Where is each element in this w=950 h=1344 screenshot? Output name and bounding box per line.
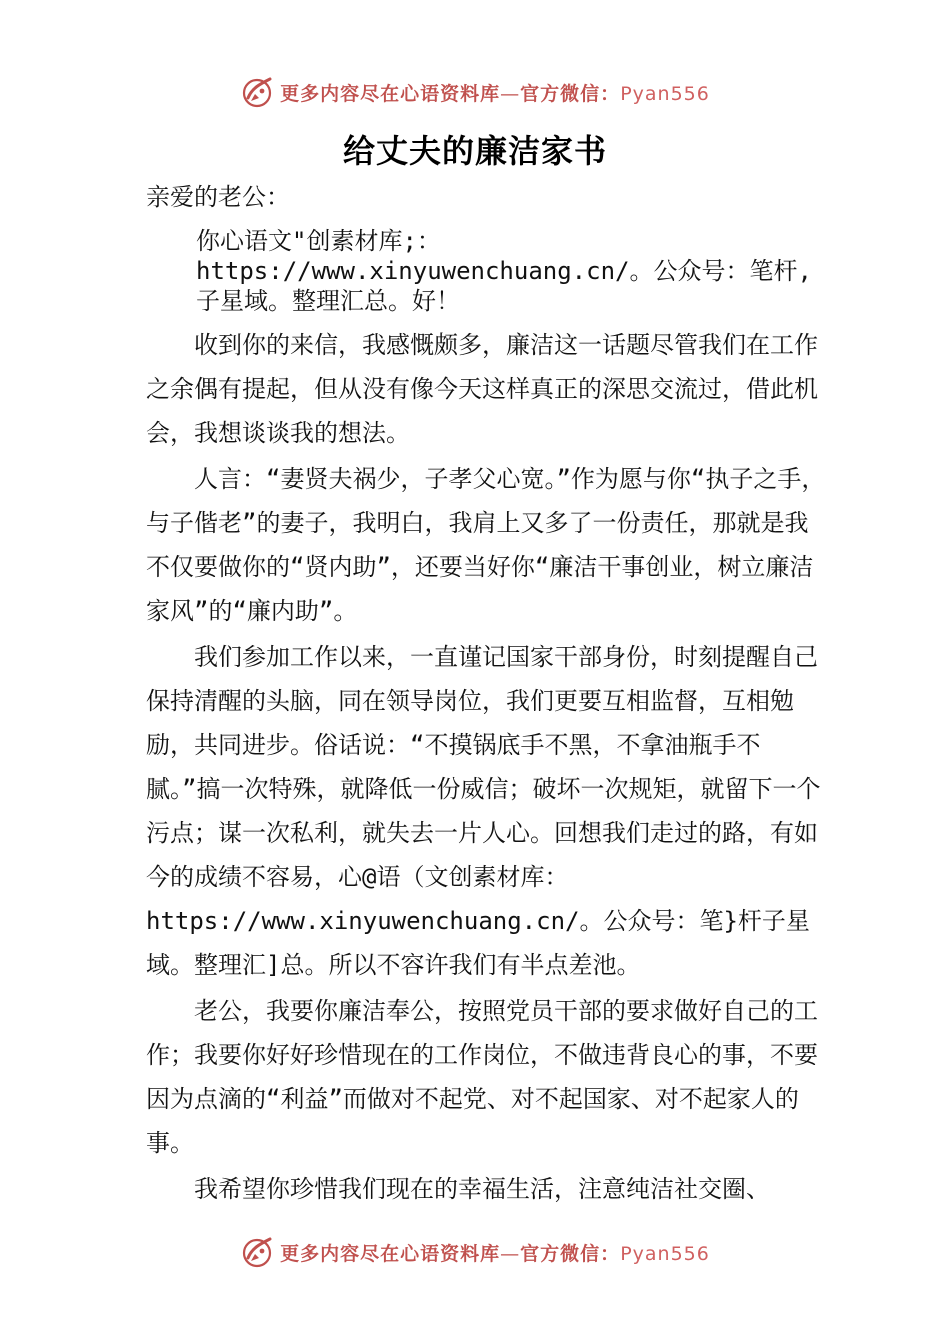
paragraph: 老公，我要你廉洁奉公，按照党员干部的要求做好自己的工作；我要你好好珍惜现在的工作岗位，不做违背良心的事，不要因为点滴的“利益”而做对不起党、对不起国家、对不起家人的事。 [146,997,818,1157]
pen-seal-icon [240,74,276,110]
paragraph: 我们参加工作以来，一直谨记国家干部身份，时刻提醒自己保持清醒的头脑，同在领导岗位，我们更要互相监督，互相勉励，共同进步。俗话说：“不摸锅底手不黑，不拿油瓶手不腻。”搞一次特殊，就降低一份威信；破坏一次规矩，就留下一个污点；谋一次私利，就失去一片人心。回想我们走过的路，有如今的成绩不容易，心@语（文创素材库：https://www.xinyuwenchuang.cn/。公众号：笔}杆子星域。整理汇]总。所以不容许我们有半点差池。 [146,643,821,979]
wechat-id: Pyan556 [620,1242,710,1265]
pen-seal-icon [240,1234,276,1270]
paragraph: 我希望你珍惜我们现在的幸福生活，注意纯洁社交圈、 [194,1175,770,1203]
wechat-id: Pyan556 [620,82,710,105]
banner-text: 更多内容尽在心语资料库—官方微信：Pyan556 [280,82,710,105]
footer-banner [0,1232,950,1272]
banner-text: 更多内容尽在心语资料库—官方微信：Pyan556 [280,1242,710,1265]
header-banner [0,72,950,112]
letter-body [146,323,826,1211]
salutation: 亲爱的老公： [146,183,290,211]
page-title: 给丈夫的廉洁家书 [342,132,607,170]
paragraph: 人言：“妻贤夫祸少，子孝父心宽。”作为愿与你“执子之手，与子偕老”的妻子，我明白，我肩上又多了一份责任，那就是我不仅要做你的“贤内助”，还要当好你“廉洁干事创业，树立廉洁家风”的“廉内助”。 [146,465,826,625]
paragraph: 收到你的来信，我感慨颇多，廉洁这一话题尽管我们在工作之余偶有提起，但从没有像今天这样真正的深思交流过，借此机会，我想谈谈我的想法。 [146,331,818,447]
source-note: 你心语文"创素材库;：https://www.xinyuwenchuang.cn/。公众号：笔杆,子星域。整理汇总。好！ [196,227,812,315]
